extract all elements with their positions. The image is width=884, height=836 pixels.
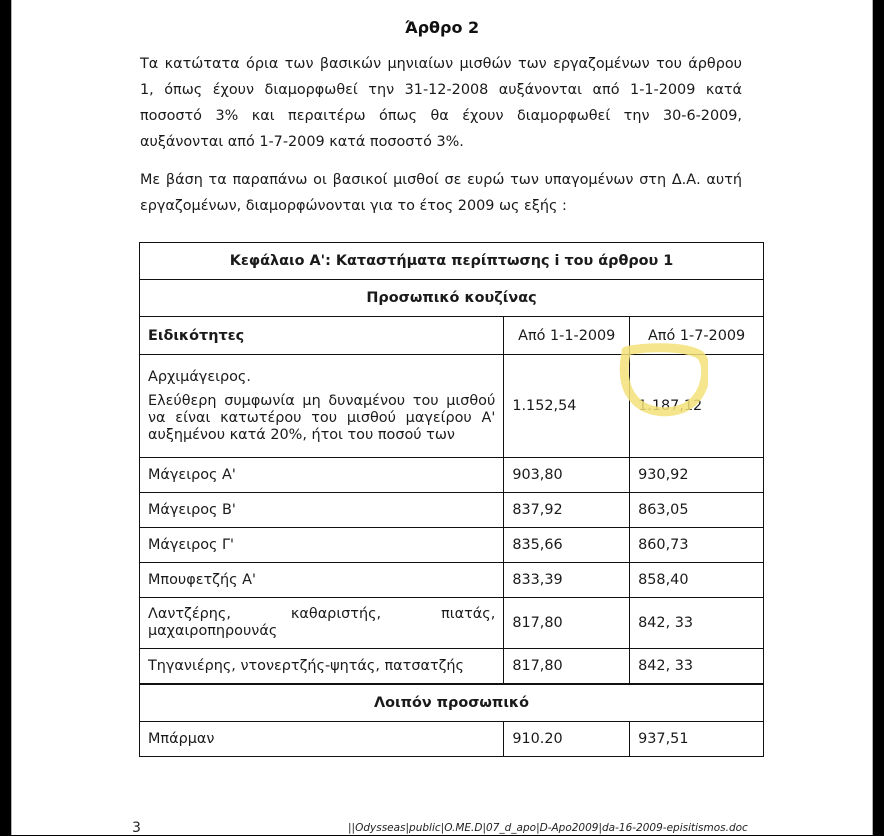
specialty-line xyxy=(148,606,495,623)
jan-value: 910.20 xyxy=(504,722,630,757)
jul-value: 863,05 xyxy=(630,493,764,528)
specialty-label: Μπάρμαν xyxy=(140,722,504,757)
chapter-heading: Κεφάλαιο Α': Καταστήματα περίπτωσης i του άρθρου 1 xyxy=(140,243,764,280)
specialty-multi-label xyxy=(140,598,504,649)
head-chef-jan-value: 1.152,54 xyxy=(504,355,630,458)
specialty-label: Μάγειρος Α' xyxy=(140,458,504,493)
table-row xyxy=(140,493,764,528)
section-other-heading: Λοιπόν προσωπικό xyxy=(140,684,764,722)
page-number: 3 xyxy=(132,820,141,836)
file-path: ||Odysseas|public|O.ME.D|07_d_apo|D-Apo2009|da-16-2009-episitismos.doc xyxy=(348,822,748,834)
jan-value: 817,80 xyxy=(504,598,630,649)
specialty-label: Μπουφετζής Α' xyxy=(140,563,504,598)
specialty-label: Μάγειρος Β' xyxy=(140,493,504,528)
jan-value: 835,66 xyxy=(504,528,630,563)
specialty-label: Τηγανιέρης, ντονερτζής-ψητάς, πατσατζής xyxy=(140,649,504,685)
table-section-row xyxy=(140,280,764,317)
jul-value: 937,51 xyxy=(630,722,764,757)
paragraph-salary-increase: Τα κατώτατα όρια των βασικών μηνιαίων μισθών των εργαζομένων του άρθρου 1, όπως έχουν διαμορφωθεί την 31-12-2008 αυξάνονται από 1-1-2009 κατά ποσοστό 3% και περαιτέρω όπως θα έχουν διαμορφωθεί την 30-6-2009, αυξάνονται από 1-7-2009 κατά ποσοστό 3%. xyxy=(140,56,742,150)
paragraph-salary-basis: Με βάση τα παραπάνω οι βασικοί μισθοί σε ευρώ των υπαγομένων στη Δ.Α. αυτή εργαζομένων, διαμορφώνονται για το έτος 2009 ως εξής : xyxy=(140,172,742,214)
table-row xyxy=(140,528,764,563)
table-row xyxy=(140,355,764,458)
table-section-row xyxy=(140,684,764,722)
table-row xyxy=(140,458,764,493)
head-chef-label: Αρχιμάγειρος. xyxy=(148,368,251,385)
column-header-from-jul: Από 1-7-2009 xyxy=(630,317,764,355)
jul-value: 858,40 xyxy=(630,563,764,598)
head-chef-jul-value: 1.187,12 xyxy=(630,355,764,458)
jan-value: 903,80 xyxy=(504,458,630,493)
jul-value: 930,92 xyxy=(630,458,764,493)
salary-table xyxy=(139,242,764,757)
specialty-word: μαχαιροπηρουνάς xyxy=(148,623,278,639)
head-chef-note: Ελεύθερη συμφωνία μη δυναμένου του μισθού να είναι κατωτέρου του μισθού μαγείρου Α' αυξημένου κατά 20%, ήτοι του ποσού των xyxy=(148,392,496,443)
specialty-label: Μάγειρος Γ' xyxy=(140,528,504,563)
jul-value: 842, 33 xyxy=(630,598,764,649)
jul-value: 842, 33 xyxy=(630,649,764,685)
jul-value: 860,73 xyxy=(630,528,764,563)
specialty-word: πιατάς, xyxy=(441,606,496,622)
column-header-from-jan: Από 1-1-2009 xyxy=(504,317,630,355)
specialty-word: καθαριστής, xyxy=(290,606,382,622)
specialty-word: Λαντζέρης, xyxy=(148,606,231,622)
jan-value: 837,92 xyxy=(504,493,630,528)
jan-value: 833,39 xyxy=(504,563,630,598)
table-header-row xyxy=(140,317,764,355)
jan-value: 817,80 xyxy=(504,649,630,685)
table-chapter-row xyxy=(140,243,764,280)
article-title: Άρθρο 2 xyxy=(404,18,480,37)
head-chef-cell xyxy=(140,355,504,458)
section-kitchen-heading: Προσωπικό κουζίνας xyxy=(140,280,764,317)
table-row xyxy=(140,598,764,649)
table-row xyxy=(140,563,764,598)
column-header-specialty: Ειδικότητες xyxy=(140,317,504,355)
table-row xyxy=(140,649,764,685)
table-row xyxy=(140,722,764,757)
